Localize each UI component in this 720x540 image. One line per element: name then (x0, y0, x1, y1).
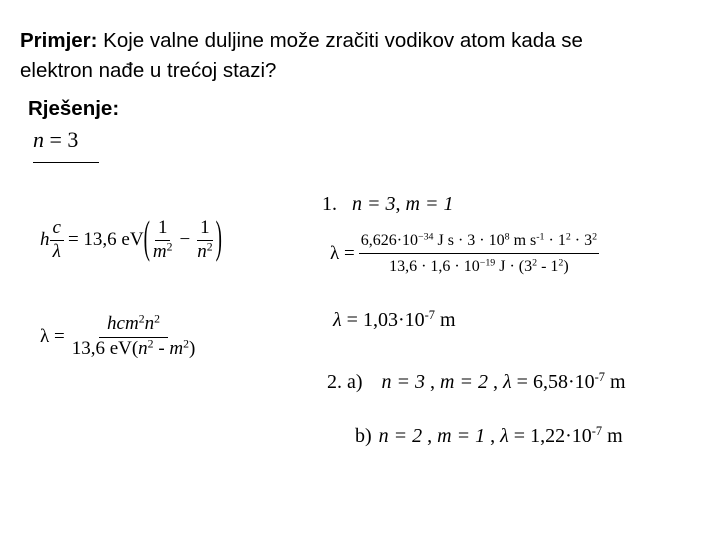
formula1-one-a: 1 (155, 218, 171, 241)
case2b-unit: m (602, 425, 623, 447)
formula1-h: h (40, 229, 50, 251)
formula2-den-n: n (138, 337, 148, 359)
formula1-n-exp: 2 (206, 240, 213, 254)
case1-sep: , (395, 193, 401, 215)
result1-value: = 1,03·10 (341, 309, 425, 331)
case2b-lambda: λ (500, 425, 509, 447)
case2b-m: m = 1 (437, 425, 486, 447)
case1-number: 1. (322, 193, 337, 215)
problem-text-line1: Koje valne duljine može zračiti vodikov atom kada se (97, 29, 583, 52)
problem-label: Primjer: (20, 29, 98, 52)
formula1-c: c (50, 218, 64, 241)
calc-den-c: - 1 (537, 257, 559, 275)
formula2-den-m: m (169, 337, 184, 359)
case2a-m: m = 2 (440, 371, 488, 393)
case2a-value: = 6,58·10 (511, 371, 595, 393)
formula2-den-prefix: 13,6 eV( (71, 337, 139, 359)
formula1-c-over-lambda (50, 218, 64, 263)
result1-exp: -7 (424, 308, 435, 323)
formula2-num-n: n (144, 313, 155, 334)
case2b-label: b) (355, 425, 372, 447)
formula2-num-n-exp: 2 (154, 312, 160, 326)
calculation (330, 232, 599, 275)
result1-lambda: λ (333, 309, 342, 331)
calc-lhs: λ = (330, 242, 355, 264)
formula2-den-m-exp: 2 (183, 337, 190, 351)
problem-statement (20, 26, 583, 86)
given-var: n (33, 127, 44, 152)
result1 (333, 309, 456, 332)
formula2-num-exp: 2 (138, 312, 145, 326)
calc-num-b: J s · 3 · 10 (433, 232, 505, 249)
calc-num-c: m s (509, 232, 537, 249)
formula1-m: m (152, 240, 167, 262)
given-value (33, 127, 78, 153)
case2b-n: n = 2 (378, 425, 423, 447)
formula1-close-paren: ) (215, 213, 222, 265)
given-underline (33, 162, 99, 163)
energy-formula (40, 213, 222, 265)
calc-den-a-exp: −19 (479, 257, 496, 269)
case2a-exp: -7 (594, 370, 605, 385)
formula2-lhs: λ = (40, 325, 65, 347)
formula2-den-minus: - (153, 337, 170, 359)
formula1-n: n (197, 240, 207, 262)
calc-den-b: J · (3 (495, 257, 533, 275)
given-eq: = 3 (44, 127, 79, 152)
calc-den-d: ) (563, 257, 569, 275)
calc-den-b-exp: 2 (532, 257, 538, 269)
case1-n: n = 3 (352, 193, 396, 215)
result1-unit: m (434, 309, 456, 331)
case1-m: m = 1 (405, 193, 454, 215)
case2b-value: = 1,22·10 (508, 425, 592, 447)
formula2-den-close: ) (189, 337, 196, 359)
case2a-label: 2. a) (327, 371, 363, 393)
formula1-lambda: λ (52, 240, 61, 262)
formula1-frac-m (150, 218, 176, 263)
calc-den-a: 13,6 · 1,6 · 10 (389, 257, 480, 275)
calc-fraction (359, 232, 599, 275)
formula2-den-exp: 2 (147, 337, 154, 351)
case2a-unit: m (604, 371, 626, 393)
calc-num-d: · 1 (544, 232, 566, 249)
case2a-n: n = 3 (381, 371, 426, 393)
case2b: b) n = 2 , m = 1 , $\lambda = 1,22\cdot 10^{-7}$ m (355, 424, 623, 447)
formula1-open-paren: ( (143, 213, 150, 265)
formula1-minus: − (179, 229, 191, 251)
case1-header (322, 193, 453, 216)
problem-text-line2: elektron nađe u trećoj stazi? (20, 59, 277, 82)
calc-num-e-exp: 2 (592, 231, 598, 243)
case2a: 2. a) n = 3 , m = 2 , $\lambda = 6,58\cdot 10^{-7}$ m (327, 370, 626, 393)
wavelength-formula (40, 314, 198, 360)
formula1-frac-n (194, 218, 215, 263)
case2b-exp: -7 (591, 424, 603, 439)
calc-num-e: · 3 (570, 232, 593, 249)
calc-num-b-exp: 8 (504, 231, 510, 243)
calc-num-d-exp: 2 (565, 231, 571, 243)
solution-label: Rješenje: (28, 97, 120, 120)
formula1-one-b: 1 (197, 218, 213, 241)
formula2-num: hcm (107, 313, 139, 334)
formula2-fraction (69, 314, 199, 360)
case2a-lambda: λ (503, 371, 512, 393)
calc-den-c-exp: 2 (558, 257, 564, 269)
formula1-rhs: = 13,6 eV (67, 229, 144, 251)
calc-num-a-exp: −34 (418, 231, 434, 243)
calc-num-c-exp: -1 (536, 231, 545, 243)
formula1-m-exp: 2 (166, 240, 173, 254)
calc-num-a: 6,626·10 (360, 232, 419, 249)
